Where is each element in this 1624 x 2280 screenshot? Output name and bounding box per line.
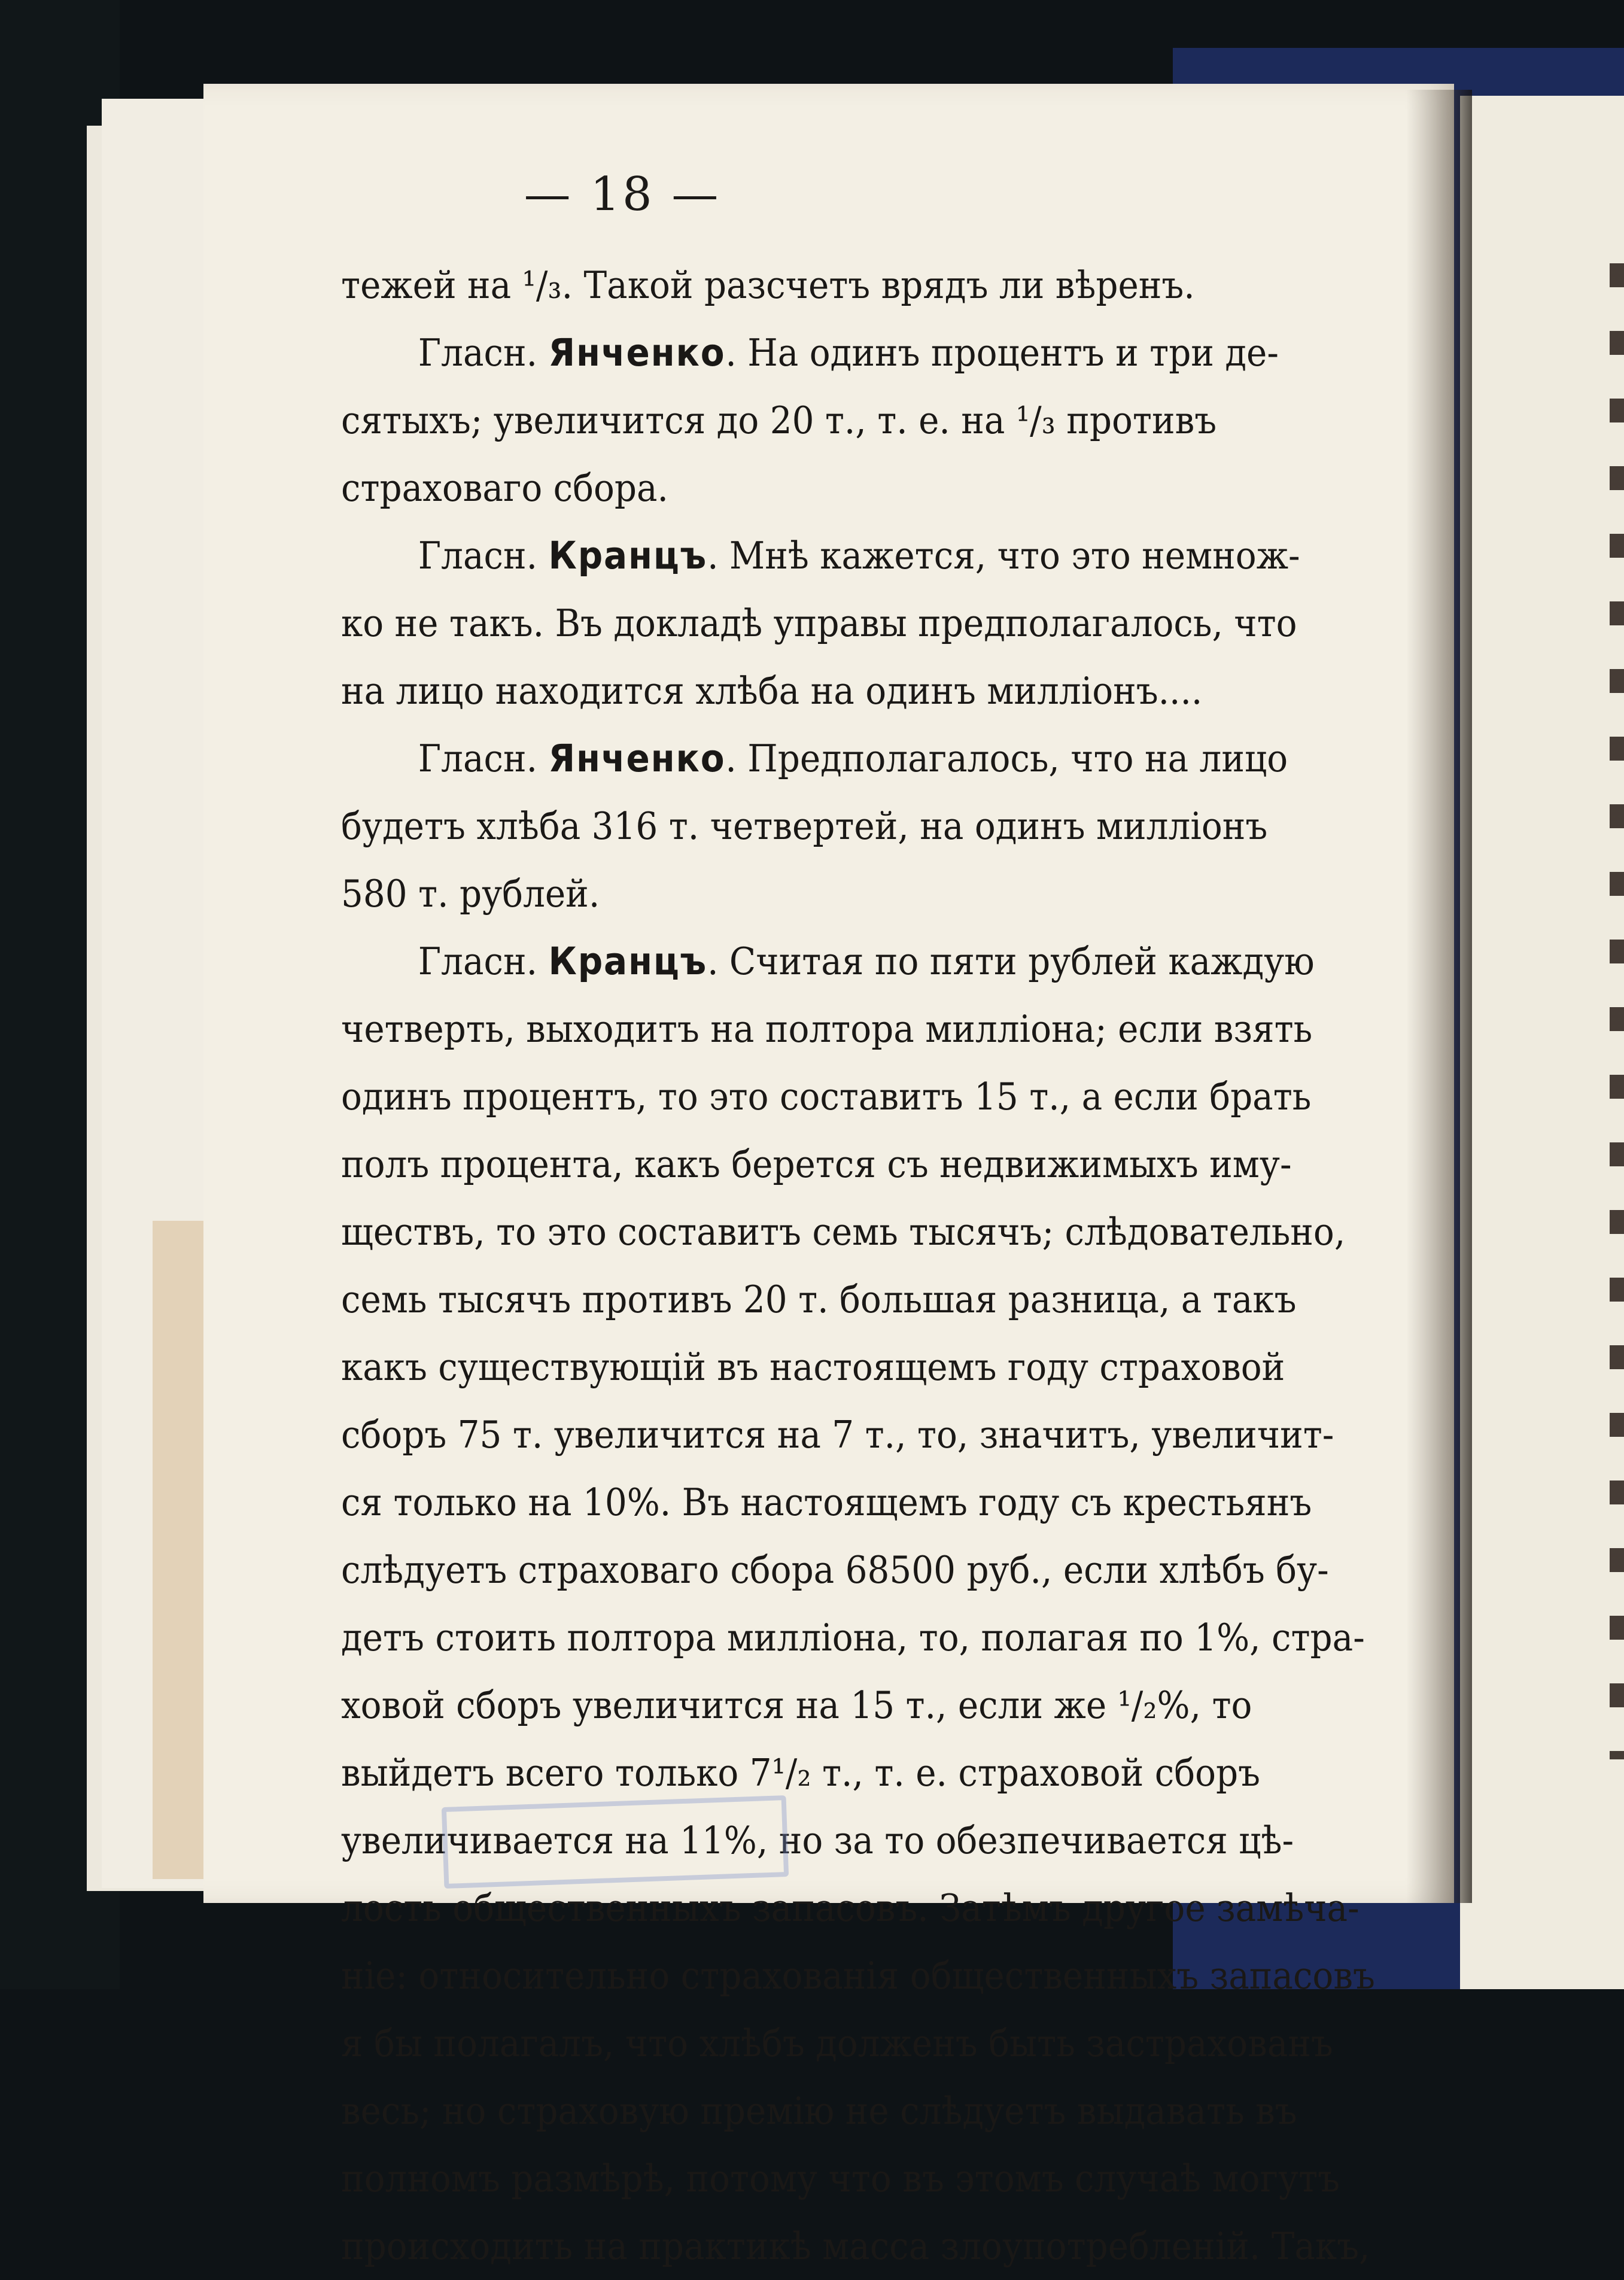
text-segment: ¹/₃ <box>522 263 562 307</box>
speaker-name: Кранцъ <box>548 940 708 983</box>
text-line <box>341 1671 1437 1739</box>
text-segment: на лицо находится хлѣба на одинъ миллiонъ.... <box>341 669 1203 713</box>
text-segment: семь тысячъ противъ 20 т. большая разница, а такъ <box>341 1278 1297 1321</box>
text-segment: полномъ размѣрѣ, потому что въ этомъ случаѣ могутъ <box>341 2157 1340 2200</box>
text-line <box>341 1739 1437 1807</box>
text-line <box>341 251 1437 319</box>
text-segment: . На одинъ процентъ и три де- <box>725 331 1279 375</box>
text-segment: . Предполагалось, что на лицо <box>725 737 1288 780</box>
library-stamp <box>442 1795 789 1889</box>
text-segment: одинъ процентъ, то это составитъ 15 т., а если брать <box>341 1075 1312 1118</box>
text-line <box>341 454 1437 522</box>
text-segment: ховой сборъ увеличится на 15 т., если же ¹/₂%, то <box>341 1683 1252 1727</box>
text-segment: сборъ 75 т. увеличится на 7 т., то, значитъ, увеличит- <box>341 1413 1334 1457</box>
facing-page-text-edge <box>1610 263 1624 1759</box>
text-segment: Гласн. <box>418 331 549 375</box>
text-segment: страховаго сбора. <box>341 466 668 510</box>
text-line <box>341 725 1437 792</box>
text-line <box>341 995 1437 1063</box>
text-segment: я бы полагалъ, что хлѣбъ долженъ быть застрахованъ <box>341 2021 1333 2065</box>
text-line <box>341 1333 1437 1401</box>
text-line <box>341 2010 1437 2077</box>
text-segment: детъ стоить полтора миллiона, то, полагая по 1%, стра- <box>341 1616 1365 1659</box>
text-line <box>341 2077 1437 2145</box>
text-segment: Гласн. <box>418 534 549 577</box>
page-number: — 18 — <box>524 168 721 221</box>
text-segment: Гласн. <box>418 737 549 780</box>
text-segment: лость общественныхъ запасовъ. Затѣмъ другое замѣча- <box>341 1886 1360 1930</box>
text-line <box>341 319 1437 387</box>
text-segment: ществъ, то это составитъ семь тысячъ; слѣдовательно, <box>341 1210 1346 1254</box>
text-segment: увеличивается на 11%, но за то обезпечивается цѣ- <box>341 1819 1294 1862</box>
text-segment: какъ существующій въ настоящемъ году страховой <box>341 1345 1285 1389</box>
text-line <box>341 1063 1437 1130</box>
text-line <box>341 1130 1437 1198</box>
text-line <box>341 657 1437 725</box>
text-segment: слѣдуетъ страховаго сбора 68500 руб., если хлѣбъ бу- <box>341 1548 1329 1592</box>
text-line <box>341 387 1437 454</box>
text-line <box>341 2145 1437 2212</box>
text-segment: выйдетъ всего только 7¹/₂ т., т. е. страховой сборъ <box>341 1751 1260 1795</box>
text-segment: четверть, выходитъ на полтора милліона; если взять <box>341 1007 1313 1051</box>
text-line <box>341 928 1437 995</box>
text-line <box>341 792 1437 860</box>
speaker-name: Янченко <box>548 331 726 375</box>
paper-strip <box>153 1221 206 1879</box>
text-segment: . Считая по пяти рублей каждую <box>707 940 1315 983</box>
text-line <box>341 1198 1437 1266</box>
text-segment: происходить на практикѣ масса злоупотребленій. Такъ, <box>341 2224 1370 2268</box>
book-page <box>203 84 1454 2268</box>
text-segment: ніе: относительно страхованія общественныхъ запасовъ <box>341 1954 1375 1998</box>
text-line <box>341 860 1437 928</box>
text-segment: . Такой разсчетъ врядъ ли вѣренъ. <box>561 263 1195 307</box>
text-line <box>341 2212 1437 2280</box>
text-segment: сятыхъ; увеличится до 20 т., т. е. на ¹/₃ противъ <box>341 399 1217 442</box>
text-segment: полъ процента, какъ берется съ недвижимыхъ иму- <box>341 1142 1292 1186</box>
text-line <box>341 1401 1437 1469</box>
text-line <box>341 1469 1437 1536</box>
text-segment: Гласн. <box>418 940 549 983</box>
text-line <box>341 1604 1437 1671</box>
text-segment: ко не такъ. Въ докладѣ управы предполагалось, что <box>341 601 1297 645</box>
speaker-name: Янченко <box>548 737 726 780</box>
text-segment: весь; но страховую премію не слѣдуетъ выдавать въ <box>341 2089 1297 2133</box>
text-line <box>341 1266 1437 1333</box>
text-segment: будетъ хлѣба 316 т. четвертей, на одинъ миллiонъ <box>341 804 1268 848</box>
text-line <box>341 1536 1437 1604</box>
gutter-shadow <box>1406 90 1472 1903</box>
text-line <box>341 1942 1437 2010</box>
text-segment: тежей на <box>341 263 522 307</box>
text-line <box>341 589 1437 657</box>
page-body-text <box>341 251 1532 2280</box>
text-segment: ся только на 10%. Въ настоящемъ году съ крестьянъ <box>341 1481 1312 1524</box>
text-segment: 580 т. рублей. <box>341 872 600 916</box>
speaker-name: Кранцъ <box>548 534 708 577</box>
text-line <box>341 522 1437 589</box>
text-segment: . Мнѣ кажется, что это немнож- <box>707 534 1300 577</box>
